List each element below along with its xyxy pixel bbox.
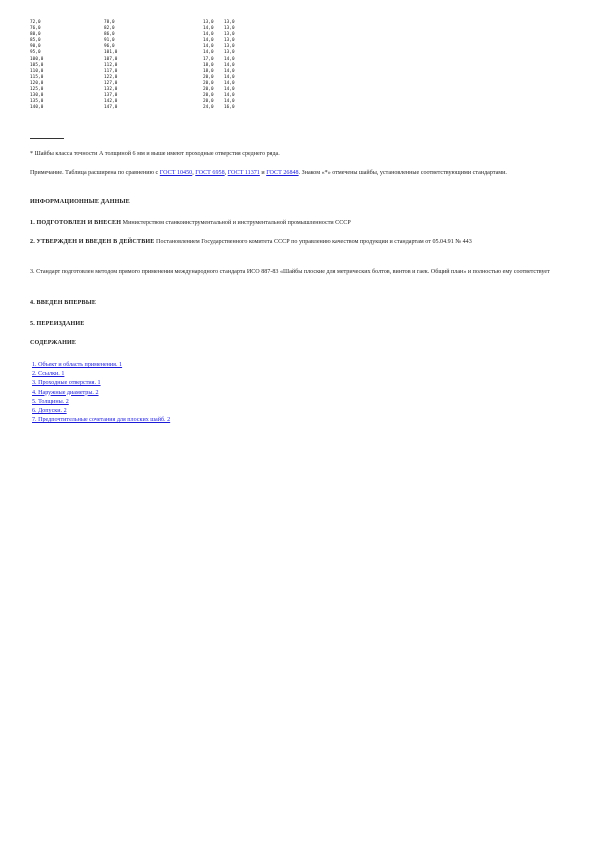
table-cell: 20,0 [203,74,214,80]
table-cell: 135,0 [30,99,44,105]
table-cell: 13,0 [203,20,214,25]
table-cell: 14,0 [224,99,235,105]
table-cell: 85,0 [30,38,41,44]
table-cell: 13,0 [224,20,235,25]
table-note-prefix: Примечание. Таблица расширена по сравнению с [30,170,159,176]
table-cell: 14,0 [224,87,235,93]
table-cell: 137,0 [104,93,118,99]
table-cell: 14,0 [203,26,214,32]
info-item-text: Постановлением Государственного комитета СССР по управлению качеством продукции и стандартам от 05.04.91 № 443 [156,239,472,245]
gost-11371-link[interactable]: ГОСТ 11371 [227,170,260,176]
table-row [30,105,244,111]
table-cell: 140,0 [30,105,44,111]
table-cell: 14,0 [224,74,235,80]
table-cell: 90,0 [30,44,41,50]
table-cell: 107,0 [104,56,118,62]
contents-heading: СОДЕРЖАНИЕ [30,340,77,346]
table-cell: 20,0 [203,93,214,99]
table-cell: 112,0 [104,62,118,68]
table-note [30,169,550,177]
gost-6958-link[interactable]: ГОСТ 6958 [195,170,225,176]
table-cell: 117,0 [104,68,118,74]
dimensions-table-body [30,20,244,111]
toc-link-1[interactable]: 1. Объект и область применения. 1 [32,362,123,368]
toc-link-4[interactable]: 4. Наружные диаметры. 2 [32,389,99,396]
table-cell: 13,0 [224,44,235,50]
table-cell: 17,0 [203,56,214,62]
table-cell: 18,0 [203,68,214,74]
table-cell: 14,0 [203,32,214,38]
table-cell: 122,0 [104,74,118,80]
gost-26848-link[interactable]: ГОСТ 26848 [266,170,299,176]
table-cell: 101,0 [104,50,118,56]
table-cell: 13,0 [224,50,235,56]
table-cell: 13,0 [224,38,235,44]
table-cell: 100,0 [30,56,44,62]
conjunction: и [261,170,265,176]
separator: , [224,170,227,176]
table-cell: 16,0 [224,105,235,111]
table-of-contents [32,361,170,425]
table-cell: 110,0 [30,68,44,74]
info-item-text: Министерством станкоинструментальной и инструментальной промышленности СССР [122,220,351,226]
table-cell: 82,0 [104,26,115,32]
table-note-suffix: . Знаком «*» отмечены шайбы, установленные соответствующими стандартами. [298,170,507,176]
footnote-separator [30,138,64,139]
table-cell: 127,0 [104,80,118,86]
table-cell: 125,0 [30,87,44,93]
footnote: * Шайбы класса точности А толщиной 6 мм и выше имеют проходные отверстия среднего ряда. [30,151,280,157]
table-cell: 14,0 [203,50,214,56]
table-cell: 20,0 [203,87,214,93]
table-cell: 142,0 [104,99,118,105]
info-item-text: 3. Стандарт подготовлен методом прямого применения международного стандарта ИСО 887-83 «Шайбы плоские для метрических болтов, винтов и гаек. Общий план» и полностью ему соответствует [30,269,550,275]
table-cell: 132,0 [104,87,118,93]
info-item-2 [30,238,550,246]
table-cell: 95,0 [30,50,41,56]
table-cell: 14,0 [224,56,235,62]
info-item-title: 1. ПОДГОТОВЛЕН И ВНЕСЕН [30,220,122,226]
table-cell: 147,0 [104,105,118,111]
table-cell: 14,0 [203,44,214,50]
info-heading: ИНФОРМАЦИОННЫЕ ДАННЫЕ [30,199,130,205]
table-cell: 120,0 [30,80,44,86]
toc-link-3[interactable]: 3. Проходные отверстия. 1 [32,380,101,387]
table-cell: 13,0 [224,32,235,38]
toc-link-5[interactable]: 5. Толщины. 2 [32,398,69,405]
table-cell: 72,0 [30,20,41,25]
table-cell: 130,0 [30,93,44,99]
toc-link-2[interactable]: 2. Ссылки. 1 [32,371,65,378]
info-item-title: 2. УТВЕРЖДЕН И ВВЕДЕН В ДЕЙСТВИЕ [30,239,155,245]
info-item-4: 4. ВВЕДЕН ВПЕРВЫЕ [30,300,97,306]
table-cell: 78,0 [104,20,115,25]
table-cell: 13,0 [224,26,235,32]
table-cell: 18,0 [203,62,214,68]
table-cell: 14,0 [224,68,235,74]
gost-10450-link[interactable]: ГОСТ 10450 [159,170,193,176]
table-cell: 24,0 [203,105,214,111]
dimensions-table [30,20,244,111]
table-cell: 105,0 [30,62,44,68]
table-cell: 86,0 [104,32,115,38]
toc-link-6[interactable]: 6. Допуски. 2 [32,408,67,415]
table-cell: 115,0 [30,74,44,80]
table-cell: 96,0 [104,44,115,50]
table-cell: 14,0 [203,38,214,44]
info-item-5: 5. ПЕРЕИЗДАНИЕ [30,321,85,327]
toc-link-7[interactable]: 7. Предпочтительные сочетания для плоских шайб. 2 [32,417,171,424]
info-item-3 [30,268,550,276]
table-cell: 20,0 [203,80,214,86]
table-cell: 14,0 [224,93,235,99]
table-cell: 76,0 [30,26,41,32]
table-cell: 80,0 [30,32,41,38]
table-cell: 91,0 [104,38,115,44]
table-cell: 14,0 [224,62,235,68]
info-item-1 [30,219,550,227]
separator: , [192,170,194,176]
table-cell: 14,0 [224,80,235,86]
table-cell: 20,0 [203,99,214,105]
